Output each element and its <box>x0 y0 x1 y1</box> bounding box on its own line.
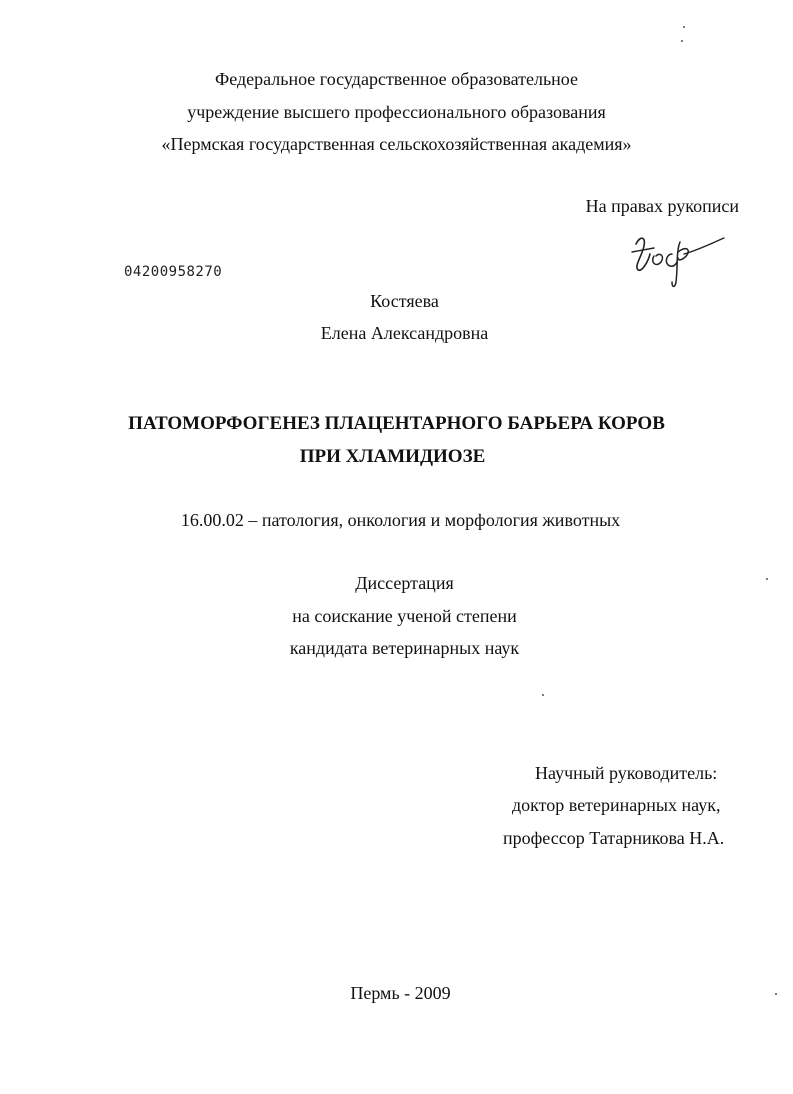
institution-line-3: «Пермская государственная сельскохозяйственная академия» <box>161 134 632 154</box>
author-surname: Костяева <box>370 291 439 311</box>
institution-line-1: Федеральное государственное образовательное <box>215 69 578 89</box>
scan-speck <box>681 40 683 42</box>
specialty-code: 16.00.02 – патология, онкология и морфология животных <box>180 510 621 530</box>
degree-line-2: на соискание ученой степени <box>292 606 517 626</box>
city-year: Пермь - 2009 <box>350 983 451 1003</box>
dissertation-title-line-1: ПАТОМОРФОГЕНЕЗ ПЛАЦЕНТАРНОГО БАРЬЕРА КОРОВ <box>128 413 665 434</box>
supervisor-label: Научный руководитель: <box>535 763 718 783</box>
scan-speck <box>683 26 685 28</box>
institution-line-2: учреждение высшего профессионального образования <box>187 102 606 122</box>
scan-speck <box>775 993 777 995</box>
scan-speck <box>766 578 768 580</box>
supervisor-name: профессор Татарникова Н.А. <box>503 828 725 848</box>
handwritten-signature <box>628 222 728 290</box>
registration-number: 04200958270 <box>124 264 223 280</box>
author-name: Елена Александровна <box>320 323 489 343</box>
manuscript-note: На правах рукописи <box>585 196 739 216</box>
degree-line-3: кандидата ветеринарных наук <box>289 638 520 658</box>
dissertation-title-line-2: ПРИ ХЛАМИДИОЗЕ <box>299 446 486 467</box>
supervisor-degree: доктор ветеринарных наук, <box>512 795 721 815</box>
degree-line-1: Диссертация <box>355 573 454 593</box>
scan-speck <box>542 694 544 696</box>
